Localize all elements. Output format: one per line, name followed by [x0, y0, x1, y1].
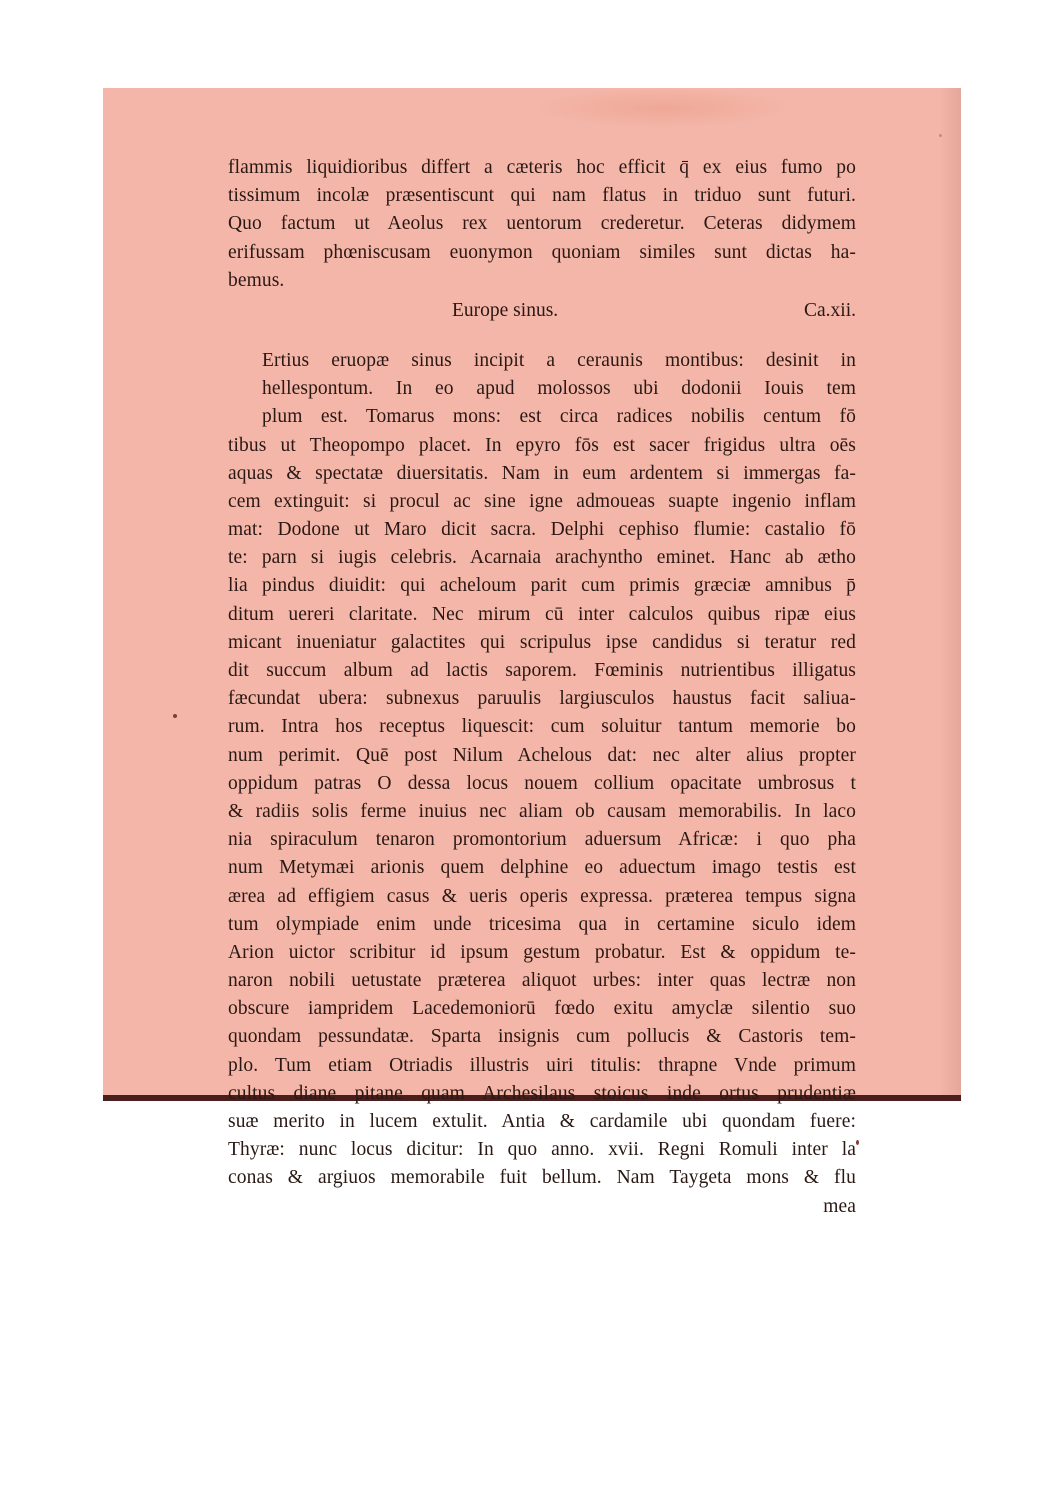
text-line: bemus.: [228, 269, 285, 291]
chapter-number: Ca.xii.: [804, 299, 856, 321]
text-line: cultus diane pitane quam Archesilaus stoicus inde ortus prudentiæ: [228, 1082, 856, 1104]
paper-stain: [533, 88, 793, 128]
text-line: te: parn si iugis celebris. Acarnaia arachyntho eminet. Hanc ab ætho: [228, 547, 856, 569]
catchword: mea: [823, 1195, 856, 1217]
text-line: & radiis solis ferme inuius nec aliam ob causam memorabilis. In laco: [228, 800, 856, 822]
text-line: suæ merito in lucem extulit. Antia & cardamile ubi quondam fuere:: [228, 1111, 856, 1132]
ink-speck: [173, 714, 177, 718]
text-line: num perimit. Quē post Nilum Achelous dat: nec alter alius propter: [228, 744, 856, 766]
text-line: cem extinguit: si procul ac sine igne admoueas suapte ingenio inflam: [228, 490, 856, 512]
text-line: rum. Intra hos receptus liquescit: cum soluitur tantum memorie bo: [228, 716, 856, 738]
text-line: hellespontum. In eo apud molossos ubi dodonii Iouis tem: [262, 378, 856, 400]
ink-speck: [856, 1140, 859, 1145]
text-line: oppidum patras O dessa locus nouem collium opacitate umbrosus t: [228, 772, 856, 794]
section-title: Europe sinus.: [452, 299, 559, 321]
text-line: mat: Dodone ut Maro dicit sacra. Delphi cephiso flumie: castalio fō: [228, 519, 856, 541]
text-line: obscure iampridem Lacedemoniorū fœdo exitu amyclæ silentio suo: [228, 998, 856, 1020]
text-line: plo. Tum etiam Otriadis illustris uiri titulis: thrapne Vnde primum: [228, 1054, 856, 1076]
ink-speck: [939, 134, 942, 137]
text-line: tissimum incolæ præsentiscunt qui nam flatus in triduo sunt futuri.: [228, 185, 856, 207]
text-line: dit succum album ad lactis saporem. Fœminis nutrientibus illigatus: [228, 660, 856, 681]
text-line: Ertius eruopæ sinus incipit a ceraunis montibus: desinit in: [262, 349, 856, 371]
text-line: naron nobili uetustate præterea aliquot urbes: inter quas lectræ non: [228, 970, 856, 992]
text-line: erifussam phœniscusam euonymon quoniam similes sunt dictas ha-: [228, 241, 856, 263]
text-line: aquas & spectatæ diuersitatis. Nam in eum ardentem si immergas fa-: [228, 462, 856, 484]
text-line: tum olympiade enim unde tricesima qua in certamine siculo idem: [228, 913, 856, 935]
text-line: nia spiraculum tenaron promontorium aduersum Africæ: i quo pha: [228, 829, 856, 851]
text-line: conas & argiuos memorabile fuit bellum. Nam Taygeta mons & flu: [228, 1167, 856, 1189]
text-line: ditum uereri claritate. Nec mirum cū inter calculos quibus ripæ eius: [228, 603, 856, 625]
text-line: num Metymæi arionis quem delphine eo aduectum imago testis est: [228, 857, 856, 879]
text-line: quondam pessundatæ. Sparta insignis cum pollucis & Castoris tem-: [228, 1026, 856, 1048]
text-line: fæcundat ubera: subnexus paruulis largiusculos haustus facit saliua-: [228, 688, 856, 710]
text-line: Arion uictor scribitur id ipsum gestum probatur. Est & oppidum te-: [228, 941, 856, 963]
text-line: plum est. Tomarus mons: est circa radices nobilis centum fō: [262, 406, 856, 428]
text-line: micant inueniatur galactites qui scripulus ipse candidus si teratur red: [228, 631, 856, 653]
section-heading: [228, 295, 856, 327]
text-line: tibus ut Theopompo placet. In epyro fōs est sacer frigidus ultra oēs: [228, 434, 856, 456]
spacer: [228, 327, 856, 347]
page-edge-shadow: [939, 88, 961, 1095]
book-page-photo: [103, 88, 961, 1217]
text-block: [228, 154, 856, 1221]
text-line: Thyræ: nunc locus dicitur: In quo anno. xvii. Regni Romuli inter la: [228, 1139, 856, 1161]
text-line: Quo factum ut Aeolus rex uentorum crederetur. Ceteras didymem: [228, 213, 856, 235]
text-line: ærea ad effigiem casus & ueris operis expressa. præterea tempus signa: [228, 885, 856, 907]
text-line: lia pindus diuidit: qui acheloum parit cum primis græciæ amnibus p̄: [228, 575, 856, 597]
text-line: flammis liquidioribus differt a cæteris hoc efficit q̄ ex eius fumo po: [228, 157, 856, 178]
